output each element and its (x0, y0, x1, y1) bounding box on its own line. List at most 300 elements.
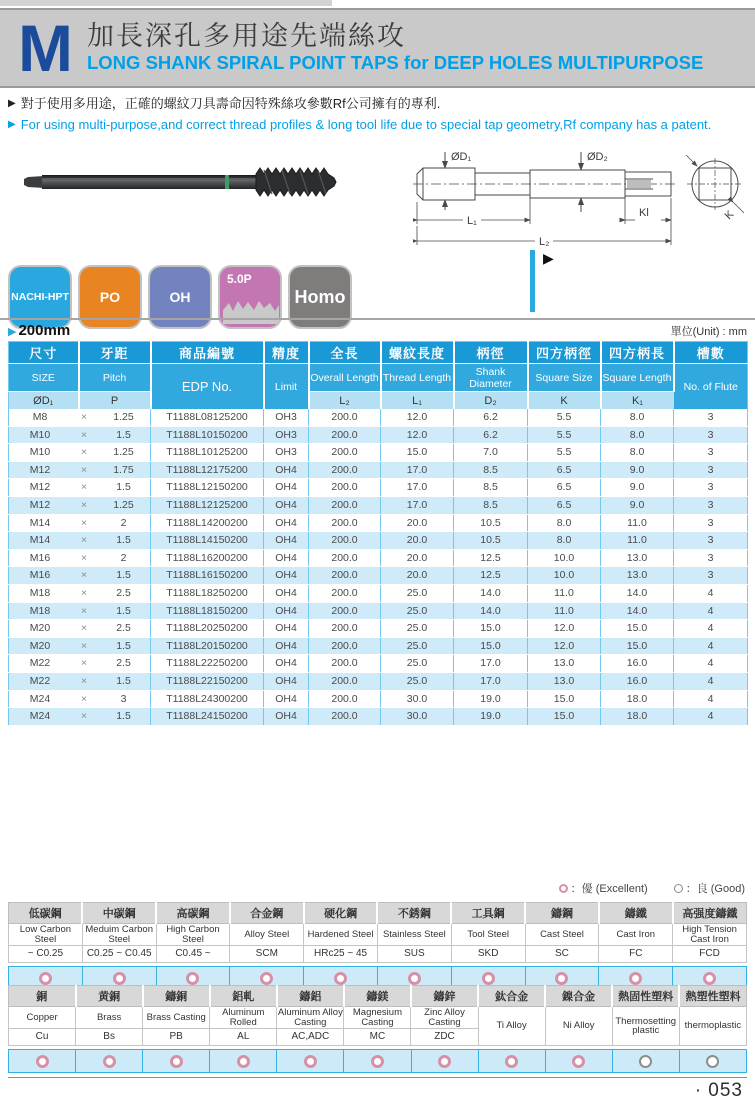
size-value: M10 (29, 428, 51, 441)
spec-cell: T1188L20250200 (151, 620, 264, 638)
size-value: M24 (29, 692, 51, 705)
spec-cell: 4 (674, 655, 748, 673)
material-name-en: Stainless Steel (377, 924, 451, 946)
spec-cell: T1188L14200200 (151, 514, 264, 532)
spec-row (9, 409, 748, 426)
bullet-arrow-icon: ▶ (8, 119, 16, 130)
spec-cell: 8.0 (601, 426, 674, 444)
material-zh-row (9, 986, 747, 1007)
spec-cell: OH4 (264, 672, 309, 690)
material-name-en: Alloy Steel (230, 924, 304, 946)
spec-cell: T1188L22250200 (151, 655, 264, 673)
material-name-en: Ni Alloy (545, 1007, 612, 1046)
size-pitch-cell (9, 514, 151, 532)
material-code: PB (143, 1029, 210, 1046)
material-name-en: Zinc Alloy Casting (411, 1007, 478, 1029)
spec-cell: OH3 (264, 409, 309, 426)
material-code: ~ C0.25 (9, 946, 83, 963)
excellent-icon (629, 972, 642, 985)
spec-cell: 17.0 (381, 479, 454, 497)
spec-cell: T1188L18250200 (151, 584, 264, 602)
spec-cell: 14.0 (601, 602, 674, 620)
pitch-value: 1.5 (116, 710, 131, 723)
spec-cell: OH4 (264, 708, 309, 726)
rating-cell (412, 1050, 479, 1072)
spec-cell: 14.0 (601, 584, 674, 602)
page-title-en: LONG SHANK SPIRAL POINT TAPS for DEEP HOLES MULTIPURPOSE (86, 52, 704, 73)
spec-cell: 15.0 (601, 620, 674, 638)
green-ring-mark (225, 175, 229, 189)
spec-row (9, 426, 748, 444)
rating-cell (210, 1050, 277, 1072)
label-l1: L₁ (467, 215, 477, 227)
spec-cell: 12.0 (528, 620, 601, 638)
col-header: Square Length (601, 364, 674, 392)
spec-cell: 25.0 (381, 672, 454, 690)
spec-cell: 200.0 (309, 496, 381, 514)
spec-cell: 20.0 (381, 567, 454, 585)
spec-cell: 15.0 (381, 444, 454, 462)
spec-cell: T1188L08125200 (151, 409, 264, 426)
material-name-en: Copper (9, 1007, 76, 1029)
spec-cell: OH4 (264, 496, 309, 514)
col-header: 柄徑 (454, 342, 528, 364)
spec-cell: 12.0 (381, 426, 454, 444)
spec-cell: 20.0 (381, 514, 454, 532)
excellent-icon (555, 972, 568, 985)
size-value: M12 (29, 481, 51, 494)
material-name-zh: 鑄鋼 (525, 903, 599, 924)
spec-row (9, 567, 748, 585)
col-symbol: D₂ (454, 392, 528, 410)
spec-row (9, 549, 748, 567)
material-name-en: Thermosetting plastic (612, 1007, 679, 1046)
size-value: M16 (29, 569, 51, 582)
spec-cell: 8.5 (454, 461, 528, 479)
material-name-en: Meduim Carbon Steel (82, 924, 156, 946)
spec-cell: T1188L18150200 (151, 602, 264, 620)
spec-cell: 5.5 (528, 426, 601, 444)
spec-cell: 3 (674, 514, 748, 532)
title-block (87, 21, 703, 75)
materials-block-1 (8, 902, 747, 990)
dimension-drawing (413, 146, 748, 256)
materials-block-2 (8, 985, 747, 1073)
spec-cell: 15.0 (528, 708, 601, 726)
material-name-en: Ti Alloy (478, 1007, 545, 1046)
col-header: 全長 (309, 342, 381, 364)
col-header: 尺寸 (9, 342, 79, 364)
size-pitch-cell (9, 444, 151, 462)
spec-row (9, 690, 748, 708)
excellent-icon (482, 972, 495, 985)
spec-cell: OH4 (264, 567, 309, 585)
spec-cell: 4 (674, 708, 748, 726)
size-value: M18 (29, 586, 51, 599)
col-header: 精度 (264, 342, 309, 364)
badge-label: PO (99, 289, 121, 305)
spec-cell: 10.0 (528, 567, 601, 585)
series-letter: M (18, 11, 73, 85)
spec-cell: 200.0 (309, 602, 381, 620)
bullet-zh-text: 對于使用多用途，正確的螺紋刀具壽命因特殊絲攻參數Rf公司擁有的專利. (20, 96, 441, 111)
size-value: M14 (29, 516, 51, 529)
material-name-zh: 鈦合金 (478, 986, 545, 1007)
spec-cell: 200.0 (309, 708, 381, 726)
excellent-icon (371, 1055, 384, 1068)
spec-row (9, 479, 748, 497)
bullet-zh (8, 93, 711, 114)
spec-cell: 200.0 (309, 426, 381, 444)
spec-cell: 17.0 (381, 461, 454, 479)
col-header: No. of Flute (674, 364, 748, 410)
size-pitch-cell (9, 549, 151, 567)
spec-cell: 14.0 (454, 584, 528, 602)
times-symbol: × (80, 516, 88, 529)
excellent-icon (334, 972, 347, 985)
spec-cell: 200.0 (309, 444, 381, 462)
spec-cell: 8.0 (528, 532, 601, 550)
rating-row (8, 1049, 747, 1073)
spec-cell: 25.0 (381, 655, 454, 673)
spec-cell: 200.0 (309, 620, 381, 638)
badge-label: 5.0P (227, 272, 252, 286)
spec-cell: T1188L24300200 (151, 690, 264, 708)
times-symbol: × (80, 674, 88, 687)
spec-cell: 18.0 (601, 690, 674, 708)
times-symbol: × (80, 498, 88, 511)
spec-cell: 3 (674, 426, 748, 444)
spec-table-body (9, 409, 748, 725)
col-symbol: L₂ (309, 392, 381, 410)
col-symbol: P (79, 392, 151, 410)
material-code: HRc25 ~ 45 (304, 946, 378, 963)
spec-header-en-row (9, 364, 748, 392)
badge-label: Homo (294, 286, 346, 307)
pitch-value: 1.5 (116, 674, 131, 687)
pitch-value: 2 (120, 551, 127, 564)
good-icon (639, 1055, 652, 1068)
page-header-banner (0, 8, 755, 88)
material-zh-row (9, 903, 747, 924)
spec-cell: 11.0 (601, 514, 674, 532)
size-value: M8 (32, 411, 48, 423)
spec-cell: 18.0 (601, 708, 674, 726)
section-divider (0, 318, 755, 320)
spec-cell: 13.0 (601, 549, 674, 567)
spec-cell: T1188L12125200 (151, 496, 264, 514)
size-pitch-cell (9, 584, 151, 602)
spec-row (9, 532, 748, 550)
excellent-icon (186, 972, 199, 985)
spec-cell: 3 (674, 532, 748, 550)
material-name-en: High Carbon Steel (156, 924, 230, 946)
spec-cell: 7.0 (454, 444, 528, 462)
spec-cell: 12.0 (528, 637, 601, 655)
size-value: M10 (29, 446, 51, 459)
material-name-zh: 合金鋼 (230, 903, 304, 924)
times-symbol: × (80, 622, 88, 635)
material-name-en: Low Carbon Steel (9, 924, 83, 946)
times-symbol: × (80, 586, 88, 599)
size-pitch-cell (9, 532, 151, 550)
spec-cell: 11.0 (528, 602, 601, 620)
spec-cell: OH4 (264, 584, 309, 602)
spec-cell: 13.0 (528, 672, 601, 690)
material-name-zh: 中碳鋼 (82, 903, 156, 924)
col-header: Square Size (528, 364, 601, 392)
material-name-zh: 高强度鑄鐵 (673, 903, 747, 924)
size-value: M20 (29, 622, 51, 635)
spec-row (9, 637, 748, 655)
spec-cell: OH4 (264, 602, 309, 620)
good-icon (674, 884, 683, 893)
spec-cell: 10.5 (454, 514, 528, 532)
material-code: SC (525, 946, 599, 963)
material-name-en: High Tension Cast Iron (673, 924, 747, 946)
spec-header-sym-row (9, 392, 748, 410)
spec-cell: 4 (674, 672, 748, 690)
size-value: M16 (29, 551, 51, 564)
excellent-icon (408, 972, 421, 985)
material-name-zh: 不銹鋼 (377, 903, 451, 924)
material-name-zh: 鑄鋁 (277, 986, 344, 1007)
spec-row (9, 461, 748, 479)
spec-cell: 6.2 (454, 426, 528, 444)
size-value: M18 (29, 604, 51, 617)
spec-cell: 4 (674, 584, 748, 602)
spec-cell: 3 (674, 549, 748, 567)
spec-row (9, 655, 748, 673)
material-name-zh: 低碳鋼 (9, 903, 83, 924)
material-name-en: Cast Steel (525, 924, 599, 946)
spec-row (9, 514, 748, 532)
spec-cell: T1188L24150200 (151, 708, 264, 726)
spec-cell: 30.0 (381, 690, 454, 708)
badge-label: OH (169, 289, 191, 305)
excellent-icon (170, 1055, 183, 1068)
size-pitch-cell (9, 655, 151, 673)
material-name-zh: 銅 (9, 986, 76, 1007)
spec-cell: T1188L16150200 (151, 567, 264, 585)
size-pitch-cell (9, 708, 151, 726)
excellent-icon (505, 1055, 518, 1068)
material-en-row (9, 1007, 747, 1029)
spec-cell: 16.0 (601, 672, 674, 690)
col-header: 牙距 (79, 342, 151, 364)
pitch-value: 1.5 (116, 534, 131, 547)
legend-excellent-label: ：優 (Excellent) (570, 883, 648, 895)
page-number: · 053 (694, 1080, 743, 1101)
excellent-icon (260, 972, 273, 985)
material-code: SUS (377, 946, 451, 963)
excellent-icon (438, 1055, 451, 1068)
spec-cell: 10.5 (454, 532, 528, 550)
times-symbol: × (80, 463, 88, 476)
spec-cell: 8.5 (454, 479, 528, 497)
pitch-value: 1.5 (116, 604, 131, 617)
col-header: Overall Length (309, 364, 381, 392)
pitch-value: 1.5 (116, 481, 131, 494)
spec-row (9, 672, 748, 690)
spec-cell: OH4 (264, 514, 309, 532)
pitch-value: 2.5 (116, 657, 131, 670)
spec-cell: OH4 (264, 479, 309, 497)
times-symbol: × (80, 692, 88, 705)
material-name-en: Cast Iron (599, 924, 673, 946)
section-header (8, 322, 747, 339)
spec-cell: 25.0 (381, 602, 454, 620)
material-name-en: Magnesium Casting (344, 1007, 411, 1029)
label-k: K (722, 208, 737, 223)
spec-cell: 200.0 (309, 549, 381, 567)
spec-cell: 200.0 (309, 514, 381, 532)
col-header: Limit (264, 364, 309, 410)
size-pitch-cell (9, 426, 151, 444)
spec-cell: 8.0 (601, 444, 674, 462)
col-header: SIZE (9, 364, 79, 392)
spec-cell: 14.0 (454, 602, 528, 620)
times-symbol: × (80, 551, 88, 564)
spec-cell: 9.0 (601, 496, 674, 514)
spec-cell: 11.0 (601, 532, 674, 550)
material-name-zh: 黄銅 (76, 986, 143, 1007)
material-name-zh: 鑄銅 (143, 986, 210, 1007)
label-d1: ØD₁ (451, 151, 472, 163)
spec-cell: 6.5 (528, 479, 601, 497)
material-name-zh: 鋁軋 (210, 986, 277, 1007)
material-code: AC,ADC (277, 1029, 344, 1046)
col-symbol: K (528, 392, 601, 410)
col-header: 四方柄徑 (528, 342, 601, 364)
material-name-zh: 熱固性塑料 (612, 986, 679, 1007)
spec-cell: 8.0 (528, 514, 601, 532)
col-header: 螺紋長度 (381, 342, 454, 364)
bullet-en-text: For using multi-purpose,and correct thread profiles & long tool life due to special tap geometry,Rf company has a patent. (20, 117, 712, 132)
spec-cell: T1188L10125200 (151, 444, 264, 462)
material-code: C0.25 ~ C0.45 (82, 946, 156, 963)
size-pitch-cell (9, 461, 151, 479)
excellent-icon (572, 1055, 585, 1068)
times-symbol: × (80, 411, 88, 423)
pitch-value: 3 (120, 692, 127, 705)
size-pitch-cell (9, 567, 151, 585)
rating-cell (680, 1050, 746, 1072)
pitch-value: 2.5 (116, 622, 131, 635)
material-name-zh: 高碳鋼 (156, 903, 230, 924)
spec-cell: 4 (674, 690, 748, 708)
size-value: M12 (29, 463, 51, 476)
spec-cell: 9.0 (601, 479, 674, 497)
material-name-zh: 鑄鐵 (599, 903, 673, 924)
spec-cell: T1188L14150200 (151, 532, 264, 550)
material-code: Bs (76, 1029, 143, 1046)
col-header: 商品編號 (151, 342, 264, 364)
size-pitch-cell (9, 479, 151, 497)
bullet-en (8, 114, 711, 135)
series-size-label: 200mm (18, 322, 71, 339)
rating-legend (559, 880, 745, 896)
col-header: 槽數 (674, 342, 748, 364)
rating-cell (76, 1050, 143, 1072)
excellent-icon (113, 972, 126, 985)
spec-cell: 6.5 (528, 496, 601, 514)
badge-label: NACHI-HPT (11, 291, 69, 303)
spec-cell: OH4 (264, 637, 309, 655)
spec-cell: T1188L12150200 (151, 479, 264, 497)
section-arrow-icon: ▶ (8, 326, 17, 338)
rating-cell (479, 1050, 546, 1072)
spec-cell: 15.0 (528, 690, 601, 708)
rating-cell (143, 1050, 210, 1072)
materials-table-1 (8, 902, 747, 963)
spec-cell: OH3 (264, 426, 309, 444)
spec-cell: 25.0 (381, 620, 454, 638)
times-symbol: × (80, 710, 88, 723)
spec-cell: 3 (674, 567, 748, 585)
spec-cell: 25.0 (381, 637, 454, 655)
spec-cell: 3 (674, 409, 748, 426)
spec-row (9, 708, 748, 726)
times-symbol: × (80, 481, 88, 494)
col-header: EDP No. (151, 364, 264, 410)
material-name-en: Brass Casting (143, 1007, 210, 1029)
spec-cell: 19.0 (454, 690, 528, 708)
size-value: M22 (29, 657, 51, 670)
label-kl: Kl (639, 207, 649, 219)
material-name-zh: 硬化鋼 (304, 903, 378, 924)
spec-cell: OH3 (264, 444, 309, 462)
tap-product-photo (20, 152, 360, 212)
pitch-value: 1.5 (116, 639, 131, 652)
material-code: Cu (9, 1029, 76, 1046)
times-symbol: × (80, 639, 88, 652)
size-pitch-cell (9, 672, 151, 690)
spec-row (9, 444, 748, 462)
material-code: C0.45 ~ (156, 946, 230, 963)
spec-cell: 4 (674, 637, 748, 655)
spec-cell: 12.5 (454, 549, 528, 567)
spec-row (9, 496, 748, 514)
material-name-en: thermoplastic (679, 1007, 746, 1046)
accent-bar (530, 250, 535, 312)
size-pitch-cell (9, 637, 151, 655)
col-symbol: K₁ (601, 392, 674, 410)
spec-cell: 13.0 (601, 567, 674, 585)
spec-cell: 15.0 (454, 637, 528, 655)
material-code: AL (210, 1029, 277, 1046)
material-code: ZDC (411, 1029, 478, 1046)
material-code-row (9, 946, 747, 963)
spec-cell: 12.5 (454, 567, 528, 585)
footer-rule (8, 1077, 747, 1078)
material-code: SKD (451, 946, 525, 963)
pitch-value: 1.5 (116, 569, 131, 582)
spec-cell: 200.0 (309, 655, 381, 673)
spec-cell: 10.0 (528, 549, 601, 567)
page-title-zh: 加長深孔多用途先端絲攻 (86, 21, 406, 51)
spec-cell: 200.0 (309, 567, 381, 585)
spec-row (9, 584, 748, 602)
good-icon (706, 1055, 719, 1068)
material-code: FCD (673, 946, 747, 963)
spec-cell: 6.5 (528, 461, 601, 479)
material-name-en: Aluminum Rolled (210, 1007, 277, 1029)
size-pitch-cell (9, 620, 151, 638)
spec-cell: T1188L16200200 (151, 549, 264, 567)
spec-cell: 17.0 (381, 496, 454, 514)
spec-cell: 15.0 (601, 637, 674, 655)
